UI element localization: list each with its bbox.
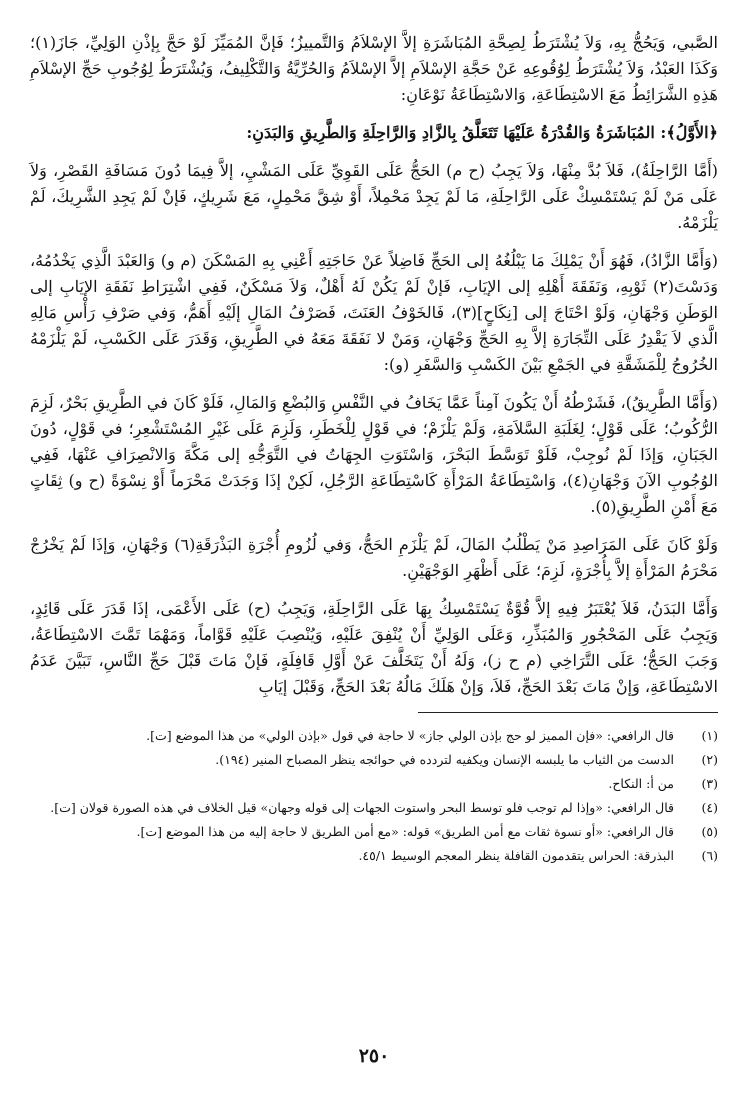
footnote-text: الدست من الثياب ما يلبسه الإنسان ويكفيه لتردده في حوائجه ينظر المصباح المنير (١٩٤). [215,752,674,767]
footnote-text: البذرقة: الحراس يتقدمون القافلة ينظر المعجم الوسيط ٤٥/١. [358,848,674,863]
footnote-item [30,773,718,795]
page-number: ٢٥٠ [358,1045,390,1067]
paragraph-mount: (أَمَّا الرَّاحِلَةُ)، فَلاَ بُدَّ مِنْهَا، وَلاَ يَجِبُ (ح م) الحَجُّ عَلَى القَوِيِّ عَلَى المَشْيِ، إلاَّ فِيمَا دُونَ مَسَافَةِ القَصْرِ، وَلاَ عَلَى مَنْ لَمْ يَسْتَمْسِكْ عَلَى الرَّاحِلَةِ، مَا لَمْ يَجِدْ مَحْمِلاً، أَوْ شِقَّ مَحْمِلٍ، مَعَ شَرِيكٍ، فَإنْ لَمْ يَجِدِ الشَّرِيكَ، لَمْ يَلْزَمْهُ. [30,161,718,232]
footnote-text: من أ: النكاح. [608,776,674,791]
paragraph-checkpoints: وَلَوْ كَانَ عَلَى المَرَاصِدِ مَنْ يَطْلُبُ المَالَ، لَمْ يَلْزَمِ الحَجُّ، وَفي لُزُومِ أُجْرَةِ البَذْرَقَةِ(٦) وَجْهَانِ، وَإذَا لَمْ يَخْرُجْ مَحْرَمُ المَرْأَةِ إلاَّ بِأُجْرَةٍ، لَزِمَ؛ عَلَى أَظْهَرِ الوَجْهَيْنِ. [30,535,718,580]
footnote-text: قال الرافعي: «أو نسوة ثقات مع أمن الطريق» قوله: «مع أمن الطريق لا حاجة إليه من هذا الموضع [ت]. [136,824,674,839]
main-text [30,30,718,700]
footnote-number: (٦) [701,848,718,863]
footnote-item [30,749,718,771]
footnote-number: (٢) [701,752,718,767]
paragraph-provisions: (وَأَمَّا الزَّادُ)، فَهُوَ أَنْ يَمْلِكَ مَا يَبْلُغُهُ إلى الحَجِّ فَاضِلاً عَنْ حَاجَتِهِ أَعْنِي بِهِ المَسْكَنَ (م و) وَالعَبْدَ الَّذِي يَخْدُمُهُ، وَدَسْتَ(٢) ثَوْبِهِ، وَنَفَقَةَ أَهْلِهِ إلى الإيَابِ، فَإنْ لَمْ يَكُنْ لَهُ أَهْلٌ، وَلاَ مَسْكَنٌ، فَفِي اشْتِرَاطِ نَفَقَةِ الإيَابِ إلى الوَطَنِ وَجْهَانِ، وَلَوْ احْتَاجَ إلى [نِكَاحٍ](٣)، فَالخَوْفُ العَنَتَ، فَصَرْفُ المَالِ إلَيْهِ أَهَمُّ، وَفي صَرْفِ رَأْسِ مَالِهِ الَّذي لاَ يَقْدِرُ عَلَى التِّجَارَةِ إلاَّ بِهِ الحَجِّ وَجْهَانِ، وَمَنْ لا نَفَقَةَ مَعَهُ في الطَّرِيقِ، وَقَدَرَ عَلَى الكَسْبِ، لَمْ يَلْزَمْهُ الخُرُوجُ لِلْمَشَقَّةِ في الجَمْعِ بَيْنَ الكَسْبِ وَالسَّفَرِ (و): [30,251,719,374]
paragraph-body: وَأَمَّا البَدَنُ، فَلاَ يُعْتَبَرُ فِيهِ إلاَّ قُوَّةٌ يَسْتَمْسِكُ بِهَا عَلَى الرَّاحِلَةِ، وَيَجِبُ (ح) عَلَى الأَعْمَى، إذَا قَدَرَ عَلَى قَائِدٍ، وَيَجِبُ عَلَى المَحْجُورِ وَالمُبَذِّرِ، وَعَلَى الوَلِيِّ أَنْ يُنْفِقَ عَلَيْهِ، وَيُنْصِبَ عَلَيْهِ قَوَّاماً، وَمَهْمَا تَمَّتَ الاسْتِطَاعَةُ، وَجَبَ الحَجُّ؛ عَلَى التَّرَاخِي (م ح ز)، وَلَهُ أَنْ يَتَخَلَّفَ عَنْ أَوَّلِ قَافِلَةٍ، فَإنْ مَاتَ قَبْلَ حَجِّ النَّاسِ، تَبَيَّنَ عَدَمُ الاسْتِطَاعَةِ، وَإنْ مَاتَ بَعْدَ الحَجِّ، فَلاَ، وَإنْ هَلَكَ مَالُهُ بَعْدَ الحَجِّ، وَقَبْلَ إيَابِ [30,599,718,696]
footnote-text: قال الرافعي: «وإذا لم توجب فلو توسط البحر واستوت الجهات إلى قوله وجهان» قيل الخلاف في هذه الصورة قولان [ت]. [50,800,674,815]
paragraph-road: (وَأَمَّا الطَّرِيقُ)، فَشَرْطُهُ أَنْ يَكُونَ آمِناً عَمَّا يَخَافُ في النَّفْسِ وَالبُضْعِ وَالمَالِ، فَلَوْ كَانَ في الطَّرِيقِ بَحْرٌ، لَزِمَ الرُّكُوبُ؛ عَلَى قَوْلٍ؛ لِغَلَبَةِ السَّلاَمَةِ، وَلَمْ يَلْزَمْ؛ في قَوْلٍ لِلْخَطَرِ، وَلَزِمَ عَلَى غَيْرِ المُسْتَشْعِرِ؛ في قَوْلٍ، دُونَ الجَبَانِ، وَإذَا لَمْ نُوجِبْ، فَلَوْ تَوَسَّطَ البَحْرَ، وَاسْتَوَتِ الجِهَاتُ في التَّوَجُّهِ إلى مَكَّةَ وَالانْصِرَافِ عَنْهَا، فَفِي الوُجُوبِ الآنَ وَجْهَانِ(٤)، وَاسْتِطَاعَةُ المَرْأَةِ كَاسْتِطَاعَةِ الرَّجُلِ، لَكِنْ إذَا وَجَدَتْ مَحْرَماً أَوْ نِسْوَةً (ح و) ثِقَاتٍ مَعَ أَمْنِ الطَّرِيقِ(٥). [30,393,719,516]
footnotes [30,725,718,867]
footnote-number: (٤) [701,800,718,815]
footnote-item [30,797,718,819]
footnote-item [30,821,718,843]
footnote-number: (٣) [701,776,718,791]
footnote-divider [418,712,718,713]
paragraph-intro: الصَّبي، وَيَحُجُّ بِهِ، وَلاَ يُشْتَرَطُ لِصِحَّةِ المُبَاشَرَةِ إلاَّ الإسْلاَمُ وَالتَّمييزُ؛ فَإنَّ المُمَيِّزَ لَوْ حَجَّ بِإذْنِ الوَلِيِّ، جَازَ(١)؛ وَكَذَا العَبْدُ، وَلاَ يُشْتَرَطُ لِوُقُوعِهِ عَنْ حَجَّةِ الإسْلاَمِ إلاَّ الإسْلاَمُ وَالحُرِّيَّةُ وَالتَّكْلِيفُ، وَيُشْتَرَطُ لِوُجُوبِ حَجِّ الإسْلاَمِ هَذِهِ الشَّرَائِطُ مَعَ الاسْتِطَاعَةِ، وَالاسْتِطَاعَةُ نَوْعَانِ: [30,33,719,104]
section-heading-first: ﴿الأَوَّلُ﴾: المُبَاشَرَةُ وَالقُدْرَةُ عَلَيْهَا تَتَعَلَّقُ بِالزَّادِ وَالرَّاحِلَةِ وَالطَّرِيقِ وَالبَدَنِ: [246,123,718,142]
footnote-text: قال الرافعي: «فإن المميز لو حج بإذن الولي جاز» لا حاجة في قول «بإذن الولي» من هذا الموضع [ت]. [146,728,674,743]
footnote-number: (١) [701,728,718,743]
footnote-number: (٥) [701,824,718,839]
footnote-item [30,725,718,747]
footnote-item [30,845,718,867]
